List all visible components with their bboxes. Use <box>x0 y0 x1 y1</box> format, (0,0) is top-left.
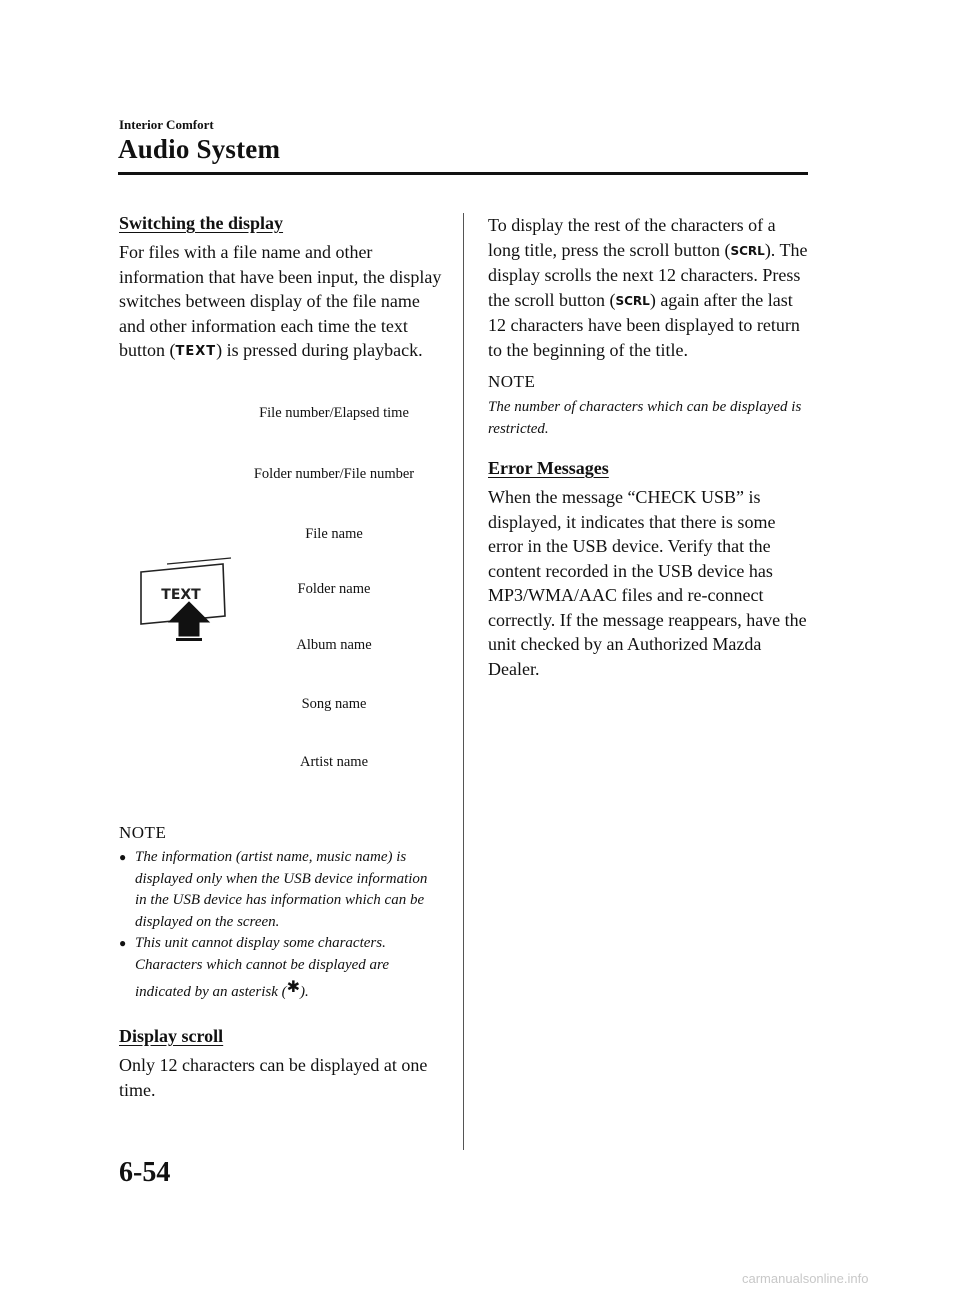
column-divider <box>463 213 464 1150</box>
list-item <box>119 847 439 933</box>
note-list <box>119 847 439 1004</box>
right-note-label: NOTE <box>488 372 536 391</box>
page-number: 6-54 <box>119 1157 171 1188</box>
switching-text-part-1: For files with a file name and other information that have been input, the display switches between display of the file name and other information each time the text button ( <box>119 242 442 360</box>
right-column <box>488 213 810 681</box>
asterisk-icon: ✱ <box>286 977 301 996</box>
header-rule <box>118 172 808 175</box>
note-item-end: ). <box>300 984 309 1000</box>
scroll-instructions <box>488 213 810 362</box>
note-item-text: The information (artist name, music name) is displayed only when the USB device information in the USB device has information which can be displayed on the screen. <box>135 849 428 930</box>
cycle-item-folder-name: Folder name <box>297 581 371 597</box>
display-scroll-text: Only 12 characters can be displayed at one time. <box>119 1055 428 1100</box>
list-item <box>119 933 439 1004</box>
switching-text-part-2: ) is pressed during playback. <box>216 340 423 360</box>
text-button-glyph: TEXT <box>175 344 217 359</box>
note-item-text: This unit cannot display some characters. Characters which cannot be displayed are indicated by an asterisk ( <box>135 935 389 1000</box>
page-title: Audio System <box>118 134 281 164</box>
error-messages-text: When the message “CHECK USB” is displayed, it indicates that there is some error in the USB device. Verify that the content recorded in the USB device has MP3/WMA/AAC files and re-connect correctly. If the message reappears, have the unit checked by an Authorized Mazda Dealer. <box>488 487 807 679</box>
error-messages-heading: Error Messages <box>488 458 609 478</box>
cycle-item-song-name: Song name <box>301 696 367 712</box>
scroll-text-part-1: To display the rest of the characters of a long title, press the scroll button ( <box>488 215 776 260</box>
switching-display-text <box>119 240 449 365</box>
watermark: carmanualsonline.info <box>742 1271 869 1286</box>
scrl-button-glyph: SCRL <box>730 243 765 258</box>
text-button-label: TEXT <box>161 587 201 603</box>
right-note-text: The number of characters which can be displayed is restricted. <box>488 399 802 437</box>
switching-display-heading: Switching the display <box>119 213 284 233</box>
note-label: NOTE <box>119 823 167 842</box>
left-column <box>119 213 449 365</box>
scrl-button-glyph: SCRL <box>615 293 650 308</box>
display-scroll-section <box>119 1026 439 1102</box>
display-scroll-heading: Display scroll <box>119 1026 224 1046</box>
section-label: Interior Comfort <box>119 117 214 132</box>
scroll-text-part-3: ) again after the last 12 characters have been displayed to return to the beginning of the title. <box>488 289 800 360</box>
cycle-item-folder-file-number: Folder number/File number <box>253 466 415 482</box>
scroll-text-part-2: ). The display scrolls the next 12 characters. Press the scroll button ( <box>488 239 808 310</box>
cycle-item-album-name: Album name <box>296 637 372 653</box>
display-cycle-diagram <box>119 395 449 795</box>
cycle-item-file-name: File name <box>305 526 363 542</box>
left-note <box>119 823 439 1004</box>
cycle-item-artist-name: Artist name <box>299 754 369 770</box>
bullet-icon: ● <box>119 850 127 864</box>
cycle-item-file-number-elapsed: File number/Elapsed time <box>259 405 409 421</box>
text-button-press-icon <box>137 550 237 646</box>
bullet-icon: ● <box>119 936 127 950</box>
